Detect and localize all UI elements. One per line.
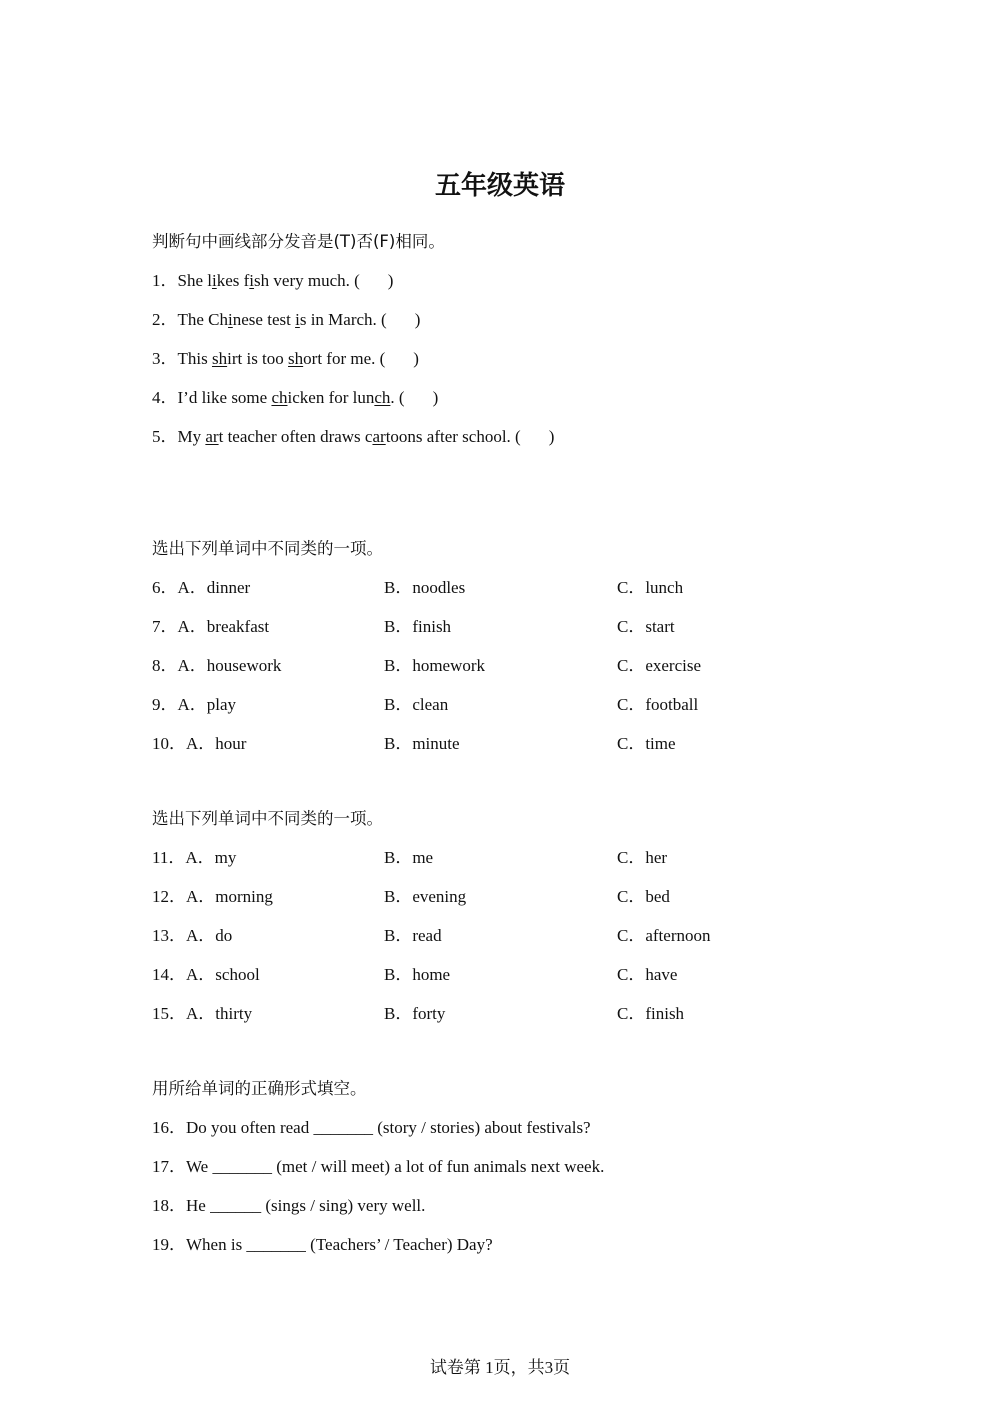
text-part: The Ch (177, 310, 229, 329)
option-text: A．breakfast (177, 617, 270, 636)
question-number: 10． (152, 734, 186, 753)
option-text: A．hour (186, 734, 247, 753)
question-number: 14． (152, 965, 186, 984)
question-number: 7． (152, 617, 178, 636)
question-5 (152, 417, 852, 456)
option-b[interactable]: B．read (384, 926, 442, 945)
option-c[interactable]: C．exercise (617, 656, 702, 675)
question-15 (152, 994, 852, 1033)
option-b[interactable]: B．evening (384, 887, 467, 906)
text-part: kes f (216, 271, 250, 290)
question-text: We _______ (met / will meet) a lot of fun animals next week. (186, 1157, 605, 1176)
option-a[interactable] (152, 646, 281, 685)
text-part: ) (548, 427, 555, 446)
text-part: irt is too (227, 349, 289, 368)
section-heading: 用所给单词的正确形式填空。 (152, 1079, 367, 1098)
text-part: s in March. ( (299, 310, 387, 329)
option-text: A．my (185, 848, 237, 867)
text-part: . ( (390, 388, 405, 407)
text-part: I’d like some (177, 388, 272, 407)
question-number: 5． (152, 427, 178, 446)
question-14 (152, 955, 852, 994)
underlined-sound: i (249, 271, 255, 290)
question-1 (152, 261, 852, 300)
underlined-sound: i (211, 271, 217, 290)
underlined-sound: ar (372, 427, 386, 446)
section-odd-one-out-2 (152, 799, 852, 1033)
section-heading: 选出下列单词中不同类的一项。 (152, 809, 383, 828)
text-part: toons after school. ( (385, 427, 521, 446)
question-number: 19． (152, 1235, 186, 1254)
underlined-sound: sh (288, 349, 304, 368)
option-text: A．morning (186, 887, 273, 906)
option-b[interactable]: B．home (384, 965, 451, 984)
option-text: A．thirty (186, 1004, 253, 1023)
question-number: 18． (152, 1196, 186, 1215)
option-a[interactable] (152, 916, 232, 955)
question-10 (152, 724, 852, 763)
question-number: 4． (152, 388, 178, 407)
option-a[interactable] (152, 685, 236, 724)
question-8 (152, 646, 852, 685)
question-number: 13． (152, 926, 186, 945)
page-title: 五年级英语 (434, 171, 565, 201)
section-heading: 选出下列单词中不同类的一项。 (152, 539, 383, 558)
question-11 (152, 838, 852, 877)
question-12 (152, 877, 852, 916)
option-a[interactable] (152, 955, 260, 994)
option-c[interactable]: C．lunch (617, 578, 684, 597)
question-2 (152, 300, 852, 339)
option-b[interactable]: B．finish (384, 617, 452, 636)
question-number: 11． (152, 848, 186, 867)
text-part: t teacher often draws c (218, 427, 373, 446)
underlined-sound: i (295, 310, 300, 329)
option-a[interactable] (152, 568, 250, 607)
option-text: A．play (177, 695, 237, 714)
option-c[interactable]: C．have (617, 965, 678, 984)
text-part: icken for lun (287, 388, 375, 407)
option-c[interactable]: C．time (617, 734, 676, 753)
option-a[interactable] (152, 607, 269, 646)
text-part: ) (432, 388, 439, 407)
option-b[interactable]: B．minute (384, 734, 460, 753)
question-3 (152, 339, 852, 378)
text-part: ) (414, 310, 421, 329)
question-number: 17． (152, 1157, 186, 1176)
question-7 (152, 607, 852, 646)
option-b[interactable]: B．clean (384, 695, 449, 714)
question-17[interactable] (152, 1147, 852, 1186)
option-b[interactable]: B．me (384, 848, 434, 867)
option-a[interactable] (152, 994, 252, 1033)
question-6 (152, 568, 852, 607)
text-part: She l (177, 271, 212, 290)
question-19[interactable] (152, 1225, 852, 1264)
question-number: 3． (152, 349, 178, 368)
question-text: He ______ (sings / sing) very well. (186, 1196, 426, 1215)
question-9 (152, 685, 852, 724)
option-c[interactable]: C．finish (617, 1004, 685, 1023)
question-number: 12． (152, 887, 186, 906)
underlined-sound: ar (205, 427, 219, 446)
option-text: A．do (186, 926, 233, 945)
section-odd-one-out-1 (152, 529, 852, 763)
question-text: When is _______ (Teachers’ / Teacher) Day? (186, 1235, 493, 1254)
question-number: 15． (152, 1004, 186, 1023)
question-text: Do you often read _______ (story / stories) about festivals? (186, 1118, 591, 1137)
question-16[interactable] (152, 1108, 852, 1147)
option-c[interactable]: C．football (617, 695, 699, 714)
underlined-sound: ch (271, 388, 288, 407)
question-number: 9． (152, 695, 178, 714)
question-number: 16． (152, 1118, 186, 1137)
option-b[interactable]: B．homework (384, 656, 486, 675)
underlined-sound: ch (374, 388, 391, 407)
text-part: sh very much. ( (254, 271, 360, 290)
question-number: 1． (152, 271, 178, 290)
text-part: nese test (232, 310, 296, 329)
question-number: 2． (152, 310, 178, 329)
question-13 (152, 916, 852, 955)
text-part: This (177, 349, 212, 368)
question-18[interactable] (152, 1186, 852, 1225)
option-c[interactable]: C．afternoon (617, 926, 711, 945)
section-pronunciation (152, 222, 852, 456)
underlined-sound: i (228, 310, 233, 329)
question-number: 8． (152, 656, 178, 675)
text-part: ) (387, 271, 394, 290)
question-4 (152, 378, 852, 417)
text-part: ort for me. ( (303, 349, 386, 368)
option-a[interactable] (152, 877, 273, 916)
option-text: A．housework (177, 656, 282, 675)
option-text: A．school (186, 965, 260, 984)
text-part: My (177, 427, 206, 446)
option-b[interactable]: B．forty (384, 1004, 446, 1023)
option-a[interactable] (152, 724, 246, 763)
question-number: 6． (152, 578, 178, 597)
section-heading: 判断句中画线部分发音是(T)否(F)相同。 (152, 232, 445, 251)
option-b[interactable]: B．noodles (384, 578, 466, 597)
underlined-sound: sh (211, 349, 228, 368)
option-text: A．dinner (177, 578, 251, 597)
option-c[interactable]: C．her (617, 848, 668, 867)
option-c[interactable]: C．start (617, 617, 675, 636)
section-fill-in (152, 1069, 852, 1264)
text-part: ) (413, 349, 419, 368)
option-a[interactable] (152, 838, 236, 877)
page-footer: 试卷第 1页，共3页 (429, 1358, 571, 1377)
option-c[interactable]: C．bed (617, 887, 670, 906)
